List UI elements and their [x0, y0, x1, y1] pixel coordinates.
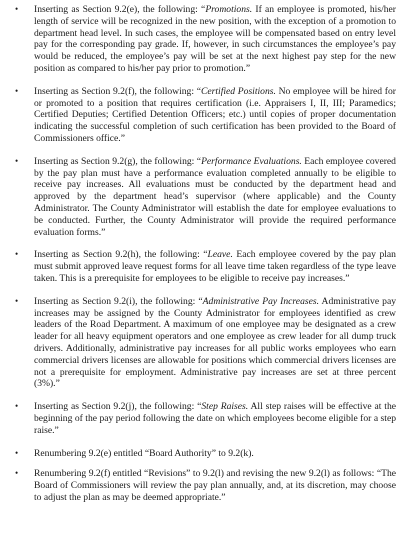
amendment-lead: Inserting as Section 9.2(h), the following:: [34, 249, 204, 261]
bullet-icon: •: [15, 401, 19, 412]
section-title: Promotions.: [205, 4, 253, 15]
amendment-item-renumber-k: [10, 448, 396, 460]
amendment-lead: Inserting as Section 9.2(i), the following:: [34, 295, 199, 307]
section-title: Certified Positions.: [200, 85, 276, 97]
open-quote: “: [203, 249, 208, 261]
amendment-lead: Renumbering 9.2(e) entitled “Board Authority” to 9.2(k).: [34, 447, 254, 459]
open-quote: “: [196, 155, 202, 167]
open-quote: “: [196, 85, 201, 97]
amendment-item-9-2-f: [10, 86, 396, 145]
bullet-icon: •: [15, 468, 19, 479]
bullet-icon: •: [15, 447, 19, 458]
bullet-icon: •: [15, 155, 19, 166]
amendment-lead: Inserting as Section 9.2(g), the following:: [34, 155, 197, 167]
amendment-lead: Renumbering 9.2(f) entitled “Revisions” to 9.2(l) and revising the new 9.2(l) as follows: “The Board of Commissioners will review the pay plan annually, and, at its discretion, may choose to adjust the plan as may be deemed appropriate.”: [34, 468, 396, 503]
amendment-list: [10, 4, 396, 504]
amendment-item-9-2-i: [10, 296, 396, 390]
bullet-icon: •: [15, 85, 19, 96]
amendment-lead: Inserting as Section 9.2(j), the following:: [34, 401, 198, 413]
amendment-body: Each employee covered by the pay plan must have a performance evaluation completed annually to be eligible to receive pay increases. All evaluations must be conducted by the department head and approved by the department head’s supervisor (where applicable) and the County Administrator. The County Administrator will establish the date for employee evaluations to be conducted. Further, the County Administrator will provide the required performance evaluation forms.”: [34, 155, 396, 238]
bullet-icon: •: [15, 295, 19, 306]
amendment-lead: Inserting as Section 9.2(f), the following:: [34, 85, 197, 97]
amendment-body: Administrative pay increases may be assigned by the County Administrator for employees identified as crew leaders of the Road Department. A maximum of one employee may be designated as a crew leader for all heavy equipment operators and one employee as crew leader for all dump truck drivers. Additionally, administrative pay increases for all public works employees who earn commercial drivers licenses are allowable for positions which commercial drivers licenses are not a prerequisite for employment. Administrative pay increases are set at three percent (3%).”: [34, 295, 396, 390]
amendment-item-9-2-h: [10, 249, 396, 284]
bullet-icon: •: [15, 4, 19, 14]
section-title: Leave.: [207, 249, 233, 261]
open-quote: “: [198, 295, 203, 307]
amendment-item-9-2-j: [10, 401, 396, 436]
bullet-icon: •: [15, 249, 19, 260]
amendment-body: If an employee is promoted, his/her length of service will be recognized in the new position, with the exception of a promotion to department head level. In such cases, the employee will be compensated based on entry level pay for the corresponding pay grade. If, however, in such circumstances the employee’s pay would be reduced, the employee’s pay will be set at the next highest pay step for the new position as compared to his/her pay prior to promotion.”: [34, 4, 396, 74]
amendment-body: All step raises will be effective at the beginning of the pay period following the date on which employees become eligible for a step raise.”: [34, 401, 396, 436]
section-title: Administrative Pay Increases.: [202, 295, 319, 307]
amendment-body: Each employee covered by the pay plan must submit approved leave request forms for all leave time taken regardless of the type leave taken. This is a prerequisite for employees to be eligible to receive pay increases.”: [34, 249, 396, 284]
open-quote: “: [201, 4, 206, 15]
amendment-item-9-2-e: [10, 4, 396, 75]
amendment-body: No employee will be hired for or promoted to a position that requires certification (i.e. Appraisers I, II, III; Paramedics; Certified Deputies; Certified Detention Officers; etc.) until copies of proper documentation indicating the successful completion of such certification has been provided to the Board of Commissioners office.”: [34, 85, 396, 144]
section-title: Step Raises.: [201, 401, 249, 413]
section-title: Performance Evaluations.: [201, 155, 302, 167]
amendment-item-9-2-g: [10, 156, 396, 239]
amendment-item-renumber-l: [10, 468, 396, 503]
open-quote: “: [197, 401, 202, 413]
amendment-lead: Inserting as Section 9.2(e), the following:: [34, 4, 202, 15]
